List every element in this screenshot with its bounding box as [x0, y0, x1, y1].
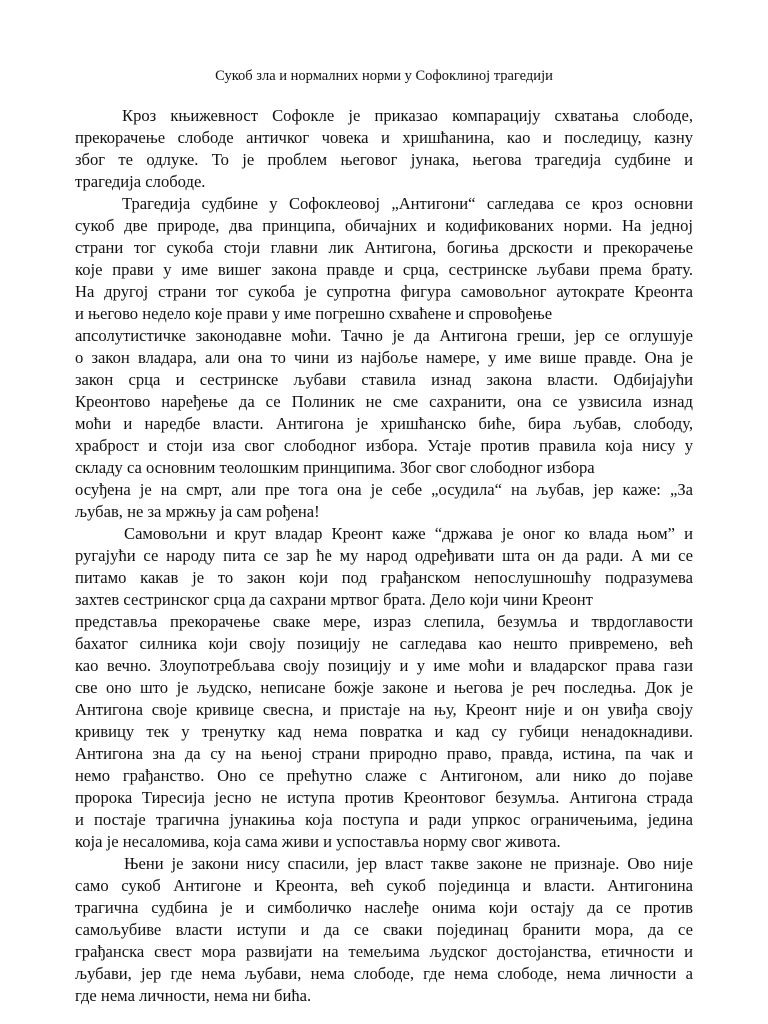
paragraph-line: питамо какав је то закон који под грађанском непослушношћу подразумева — [75, 568, 693, 587]
paragraph-line: немо грађанство. Оно се прећутно слаже с Антигоном, али нико до појаве — [75, 766, 693, 785]
paragraph-line: Кроз књижевност Софокле је приказао компарацију схватања слободе, — [122, 106, 693, 125]
paragraph-line: пророка Тиресија јесно не иступа против Креонтовог безумља. Антигона страда — [75, 788, 693, 807]
paragraph-line: где нема личности, нема ни бића. — [75, 986, 312, 1005]
paragraph-line: и његово недело које прави у име погрешно схваћене и спровођење — [75, 304, 553, 323]
paragraph-line: апсолутистичке законодавне моћи. Тачно је да Антигона греши, јер се оглушује — [75, 326, 693, 345]
paragraph-line: бахатог силника који своју позицију не сагледава као нешто привремено, већ — [75, 634, 693, 653]
paragraph-line: грађанска свест мора развијати на темељима људског достојанства, етичности и — [75, 942, 693, 961]
paragraph-line: сукоб две природе, два принципа, обичајних и кодификованих норми. На једној — [75, 216, 693, 235]
paragraph-line: захтев сестринског срца да сахрани мртвог брата. Дело који чини Креонт — [75, 590, 593, 609]
paragraph-line: трагедија слободе. — [75, 172, 206, 191]
paragraph-line: само сукоб Антигоне и Креонта, већ сукоб појединца и власти. Антигонина — [75, 876, 693, 895]
paragraph-line: самољубиве власти иступи и да се сваки појединац бранити мора, да се — [75, 920, 693, 939]
paragraph-line: трагична судбина је и симболичко наслеђе онима који остају да се против — [75, 898, 693, 917]
paragraph-line: складу са основним теолошким принципима. Због свог слободног избора — [75, 458, 595, 477]
paragraph-line: На другој страни тог сукоба је супротна фигура самовољног аутократе Креонта — [75, 282, 693, 301]
document-title: Сукоб зла и нормалних норми у Софоклиној трагедији — [215, 68, 553, 84]
paragraph-line: страни тог сукоба стоји главни лик Антигона, богиња дрскости и прекорачење — [75, 238, 693, 257]
paragraph-line: Антигона своје кривице свесна, и пристаје на њу, Креонт није и он увиђа своју — [75, 700, 693, 719]
paragraph-line: и постаје трагична јунакиња која поступа и ради упркос ограничењима, једина — [75, 810, 693, 829]
paragraph-line: представља прекорачење сваке мере, израз слепила, безумља и тврдоглавости — [75, 612, 693, 631]
paragraph-line: љубав, не за мржњу ја сам рођена! — [75, 502, 320, 521]
paragraph-line: све оно што је људско, неписане божје законе и његова је реч последња. Док је — [75, 678, 693, 697]
paragraph-line: које прави у име вишег закона правде и срца, сестринске љубави према брату. — [75, 260, 693, 279]
paragraph-line: Креонтово наређење да се Полиник не сме сахранити, она се узвисила изнад — [75, 392, 693, 411]
paragraph-line: као вечно. Злоупотребљава своју позицију и у име моћи и владарског права гази — [75, 656, 693, 675]
paragraph-line: због те одлуке. То је проблем његовог јунака, његова трагедија судбине и — [75, 150, 693, 169]
paragraph-line: прекорачење слободе античког човека и хришћанина, као и последицу, казну — [75, 128, 693, 147]
paragraph-line: Самовољни и крут владар Креонт каже “држава је оног ко влада њом” и — [124, 524, 693, 543]
paragraph-line: која је несаломива, која сама живи и успоставља норму свог живота. — [75, 832, 561, 851]
paragraph-line: о закон владара, али она то чини из најбоље намере, у име више правде. Она је — [75, 348, 693, 367]
paragraph-line: Њени је закони нису спасили, јер власт такве законе не признаје. Ово није — [124, 854, 693, 873]
paragraph-line: љубави, јер где нема љубави, нема слободе, где нема слободе, нема личности а — [75, 964, 693, 983]
paragraph-line: кривицу тек у тренутку кад нема повратка и кад су губици ненадокнадиви. — [75, 722, 693, 741]
paragraph-line: ругајући се народу пита се зар ће му народ одређивати шта он да ради. А ми се — [75, 546, 693, 565]
paragraph-line: осуђена је на смрт, али пре тога она је себе „осудила“ на љубав, јер каже: „За — [75, 480, 693, 499]
paragraph-line: Антигона зна да су на њеној страни природно право, правда, истина, па чак и — [75, 744, 693, 763]
paragraph-line: храброст и стоји иза свог слободног избора. Устаје против правила која нису у — [75, 436, 693, 455]
paragraph-line: закон срца и сестринске љубави ставила изнад закона власти. Одбијајући — [75, 370, 693, 389]
paragraph-line: Трагедија судбине у Софоклеовој „Антигони“ сагледава се кроз основни — [122, 194, 693, 213]
paragraph-line: моћи и наредбе власти. Антигона је хришћанско биће, бира љубав, слободу, — [75, 414, 693, 433]
